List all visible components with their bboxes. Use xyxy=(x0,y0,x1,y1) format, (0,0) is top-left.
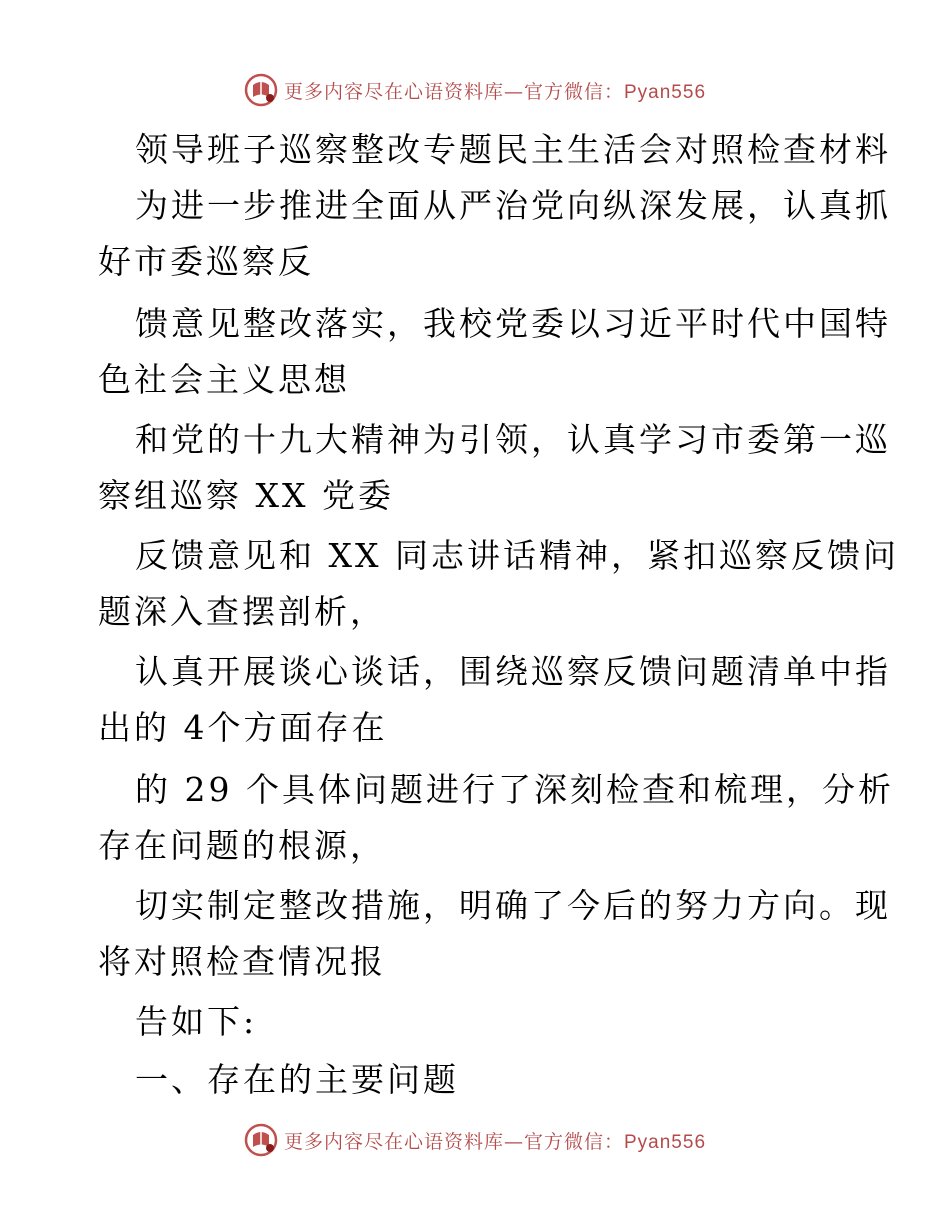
paragraph-line: 出的 4个方面存在 xyxy=(98,708,388,747)
paragraph-line: 和党的十九大精神为引领，认真学习市委第一巡 xyxy=(135,420,891,459)
document-title: 领导班子巡察整改专题民主生活会对照检查材料 xyxy=(135,130,891,169)
paragraph-line: 好市委巡察反 xyxy=(98,242,314,281)
footer-watermark xyxy=(0,1120,950,1160)
paragraph-line: 存在问题的根源， xyxy=(98,826,386,865)
paragraph-line: 反馈意见和 XX 同志讲话精神，紧扣巡察反馈问 xyxy=(135,536,899,575)
watermark-text: 更多内容尽在心语资料库—官方微信：Pyan556 xyxy=(283,1130,707,1153)
heart-book-logo-icon xyxy=(244,73,278,107)
paragraph-line: 告如下: xyxy=(135,1002,258,1041)
paragraph-line: 将对照检查情况报 xyxy=(98,942,386,981)
heart-book-logo-icon xyxy=(244,1123,278,1157)
section-heading: 一、存在的主要问题 xyxy=(135,1060,459,1099)
paragraph-line: 认真开展谈心谈话，围绕巡察反馈问题清单中指 xyxy=(135,652,891,691)
paragraph-line: 切实制定整改措施，明确了今后的努力方向。现 xyxy=(135,886,891,925)
paragraph-line: 馈意见整改落实，我校党委以习近平时代中国特 xyxy=(135,304,891,343)
watermark-text: 更多内容尽在心语资料库—官方微信：Pyan556 xyxy=(283,80,707,103)
wechat-id: Pyan556 xyxy=(624,1131,707,1153)
paragraph-line: 为进一步推进全面从严治党向纵深发展，认真抓 xyxy=(135,186,891,225)
wechat-id: Pyan556 xyxy=(624,81,707,103)
paragraph-line: 察组巡察 XX 党委 xyxy=(98,476,394,515)
paragraph-line: 题深入查摆剖析， xyxy=(98,592,386,631)
paragraph-line: 色社会主义思想 xyxy=(98,360,350,399)
paragraph-line: 的 29 个具体问题进行了深刻检查和梳理，分析 xyxy=(135,770,894,809)
header-watermark xyxy=(0,70,950,110)
